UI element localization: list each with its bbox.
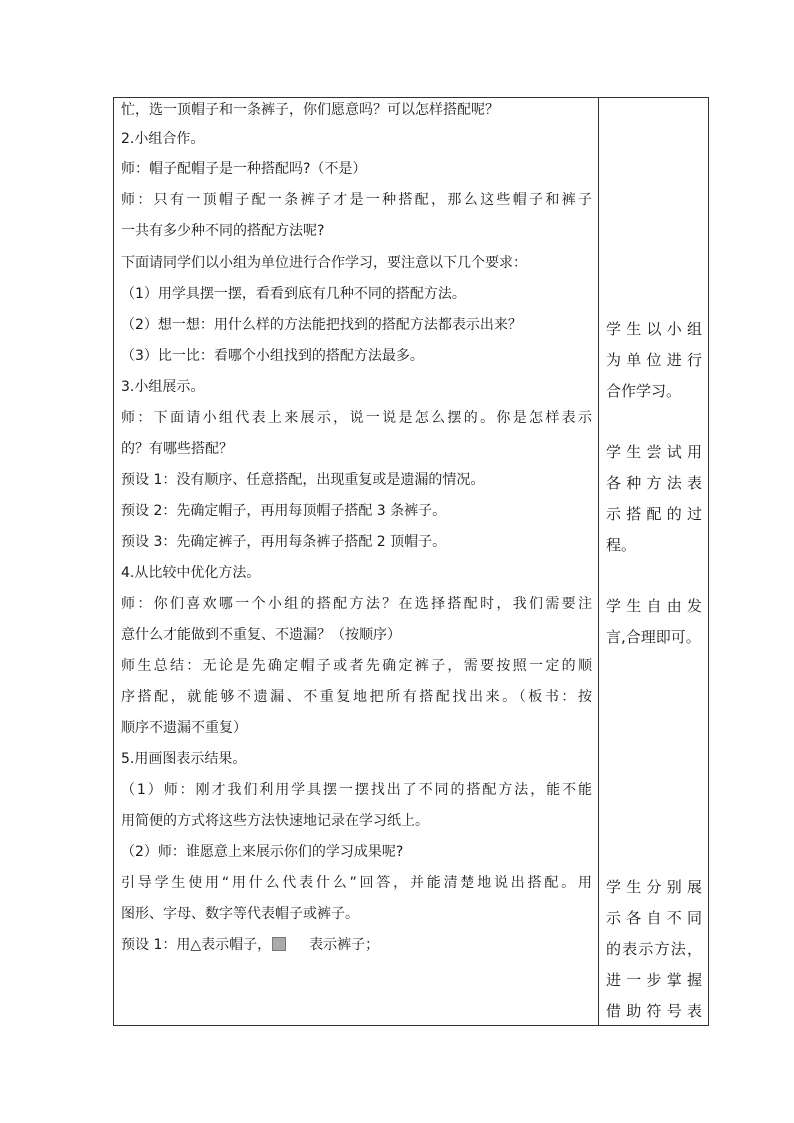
text-line: 4.从比较中优化方法。 bbox=[121, 565, 261, 581]
lesson-table bbox=[113, 97, 709, 1026]
text-line: 预设 1：没有顺序、任意搭配，出现重复或是遗漏的情况。 bbox=[121, 472, 485, 488]
text-line: （1）师：刚才我们利用学具摆一摆找出了不同的搭配方法，能不能 bbox=[121, 782, 592, 798]
text-line: 预设 3：先确定裤子，再用每条裤子搭配 2 顶帽子。 bbox=[121, 534, 447, 550]
side-note-line: 学生以小组 bbox=[606, 320, 702, 338]
side-note-line: 的表示方法， bbox=[606, 940, 702, 958]
text-line: 2.小组合作。 bbox=[121, 131, 205, 147]
side-note-line: 学生自由发 bbox=[606, 597, 702, 615]
text-line: 用简便的方式将这些方法快速地记录在学习纸上。 bbox=[121, 813, 429, 829]
text-line: 5.用画图表示结果。 bbox=[121, 751, 247, 767]
text-line: 师：你们喜欢哪一个小组的搭配方法？在选择搭配时，我们需要注 bbox=[121, 596, 592, 612]
preset-text-before: 预设 1：用△表示帽子， bbox=[121, 937, 272, 953]
side-note-line: 进一步掌握 bbox=[606, 971, 702, 989]
text-line: 图形、字母、数字等代表帽子或裤子。 bbox=[121, 906, 359, 922]
text-line: 意什么才能做到不重复、不遗漏？（按顺序） bbox=[121, 627, 401, 643]
side-note-line: 程。 bbox=[606, 536, 637, 554]
text-line: 忙，选一顶帽子和一条裤子，你们愿意吗？可以怎样搭配呢？ bbox=[121, 102, 499, 118]
preset-line bbox=[121, 934, 592, 956]
text-line: （2）师：谁愿意上来展示你们的学习成果呢? bbox=[121, 844, 404, 860]
text-line: 引导学生使用“用什么代表什么”回答，并能清楚地说出搭配。用 bbox=[121, 875, 592, 891]
preset-text-after: 表示裤子； bbox=[309, 937, 380, 953]
text-line: （2）想一想：用什么样的方法能把找到的搭配方法都表示出来？ bbox=[121, 317, 522, 333]
teaching-process-column bbox=[114, 98, 598, 1025]
student-activity-column bbox=[599, 98, 708, 1025]
side-note-line: 合作学习。 bbox=[606, 382, 682, 400]
text-line: 一共有多少种不同的搭配方法呢? bbox=[121, 223, 325, 239]
text-line: （1）用学具摆一摆，看看到底有几种不同的搭配方法。 bbox=[121, 286, 466, 302]
side-note-line: 各种方法表 bbox=[606, 474, 702, 492]
text-line: 预设 2：先确定帽子，再用每顶帽子搭配 3 条裤子。 bbox=[121, 503, 447, 519]
side-note-line: 示搭配的过 bbox=[606, 505, 702, 523]
text-line: 的？有哪些搭配？ bbox=[121, 441, 233, 457]
text-line: 师：下面请小组代表上来展示，说一说是怎么摆的。你是怎样表示 bbox=[121, 410, 592, 426]
text-line: 序搭配，就能够不遗漏、不重复地把所有搭配找出来。（板书：按 bbox=[121, 689, 592, 705]
text-line: 下面请同学们以小组为单位进行合作学习，要注意以下几个要求： bbox=[121, 255, 527, 271]
pants-symbol-square-icon bbox=[272, 937, 286, 951]
side-note-line: 言,合理即可。 bbox=[606, 628, 701, 646]
text-line: （3）比一比：看哪个小组找到的搭配方法最多。 bbox=[121, 348, 424, 364]
side-note-line: 为单位进行 bbox=[606, 351, 702, 369]
side-note-line: 借助符号表 bbox=[606, 1002, 702, 1020]
text-line: 师：只有一顶帽子配一条裤子才是一种搭配，那么这些帽子和裤子 bbox=[121, 192, 592, 208]
text-line: 师：帽子配帽子是一种搭配吗?（不是） bbox=[121, 161, 367, 177]
text-line: 顺序不遗漏不重复） bbox=[121, 720, 247, 736]
side-note-line: 学生分别展 bbox=[606, 878, 702, 896]
side-note-line: 示各自不同 bbox=[606, 909, 702, 927]
text-line: 师生总结：无论是先确定帽子或者先确定裤子，需要按照一定的顺 bbox=[121, 658, 592, 674]
side-note-line: 学生尝试用 bbox=[606, 443, 702, 461]
text-line: 3.小组展示。 bbox=[121, 379, 205, 395]
